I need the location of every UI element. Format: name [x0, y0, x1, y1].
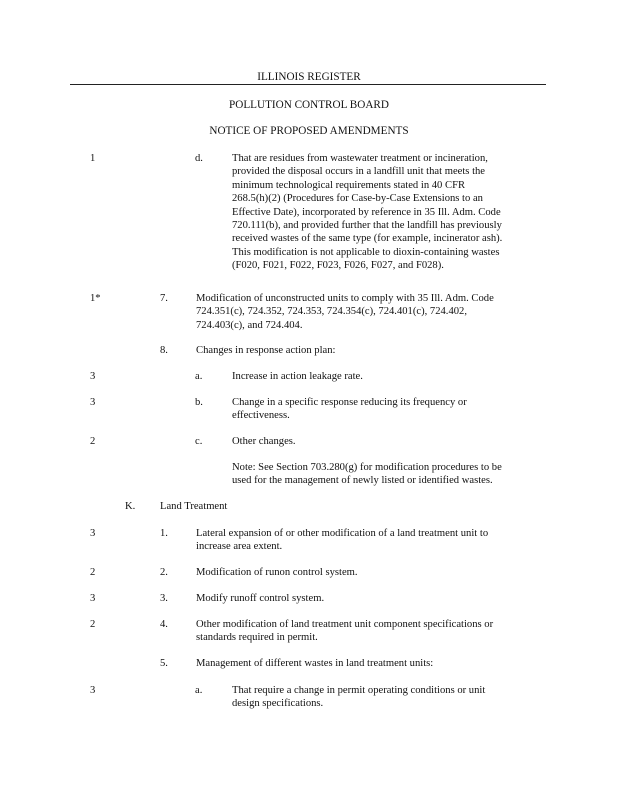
item-text: Other changes.	[232, 436, 296, 447]
note-text: Note: See Section 703.280(g) for modification procedures to be used for the management of newly listed or identified wastes.	[232, 462, 502, 487]
class-number: 3	[90, 685, 96, 696]
item-marker: d.	[195, 153, 203, 164]
board-title: POLLUTION CONTROL BOARD	[229, 99, 389, 111]
class-number: 1*	[90, 293, 101, 304]
class-number: 3	[90, 528, 96, 539]
item-marker: 1.	[160, 528, 168, 539]
register-title: ILLINOIS REGISTER	[257, 71, 361, 83]
item-marker: a.	[195, 685, 203, 696]
class-number: 2	[90, 567, 96, 578]
class-number: 3	[90, 371, 96, 382]
section-title: Land Treatment	[160, 501, 228, 512]
item-text: That require a change in permit operating conditions or unit design specifications.	[232, 685, 486, 710]
item-text: Lateral expansion of or other modification of a land treatment unit to increase area extent.	[196, 528, 489, 553]
item-marker: 4.	[160, 619, 168, 630]
item-text: Change in a specific response reducing its frequency or effectiveness.	[232, 397, 467, 422]
item-text: Other modification of land treatment unit component specifications or standards required in permit.	[196, 619, 494, 644]
section-marker: K.	[125, 501, 136, 512]
notice-title: NOTICE OF PROPOSED AMENDMENTS	[209, 125, 409, 137]
item-text: Modification of unconstructed units to comply with 35 Ill. Adm. Code 724.351(c), 724.352, 724.353, 724.354(c), 724.401(c), 724.402, 724.403(c), and 724.404.	[196, 293, 494, 331]
item-text: Modification of runon control system.	[196, 567, 358, 578]
item-marker: 7.	[160, 293, 168, 304]
class-number: 1	[90, 153, 96, 164]
item-text: Increase in action leakage rate.	[232, 371, 363, 382]
item-marker: 2.	[160, 567, 168, 578]
item-marker: 5.	[160, 658, 168, 669]
item-marker: 8.	[160, 345, 168, 356]
item-marker: 3.	[160, 593, 168, 604]
class-number: 3	[90, 397, 96, 408]
class-number: 3	[90, 593, 96, 604]
item-text: Changes in response action plan:	[196, 345, 336, 356]
class-number: 2	[90, 619, 96, 630]
item-marker: c.	[195, 436, 203, 447]
item-marker: a.	[195, 371, 203, 382]
item-text: Management of different wastes in land treatment units:	[196, 658, 434, 669]
class-number: 2	[90, 436, 96, 447]
item-text: That are residues from wastewater treatment or incineration, provided the disposal occurs in a landfill unit that meets the minimum technological requirements stated in 40 CFR 268.5(h)(2) (Procedures for Case-by-Case Extensions to an Effective Date), incorporated by reference in 35 Ill. Adm. Code 720.111(b), and provided further that the landfill has previously received wastes of the same type (for example, incinerator ash). This modification is not applicable to dioxin-containing wastes (F020, F021, F022, F023, F026, F027, and F028).	[232, 153, 503, 272]
item-marker: b.	[195, 397, 203, 408]
item-text: Modify runoff control system.	[196, 593, 325, 604]
